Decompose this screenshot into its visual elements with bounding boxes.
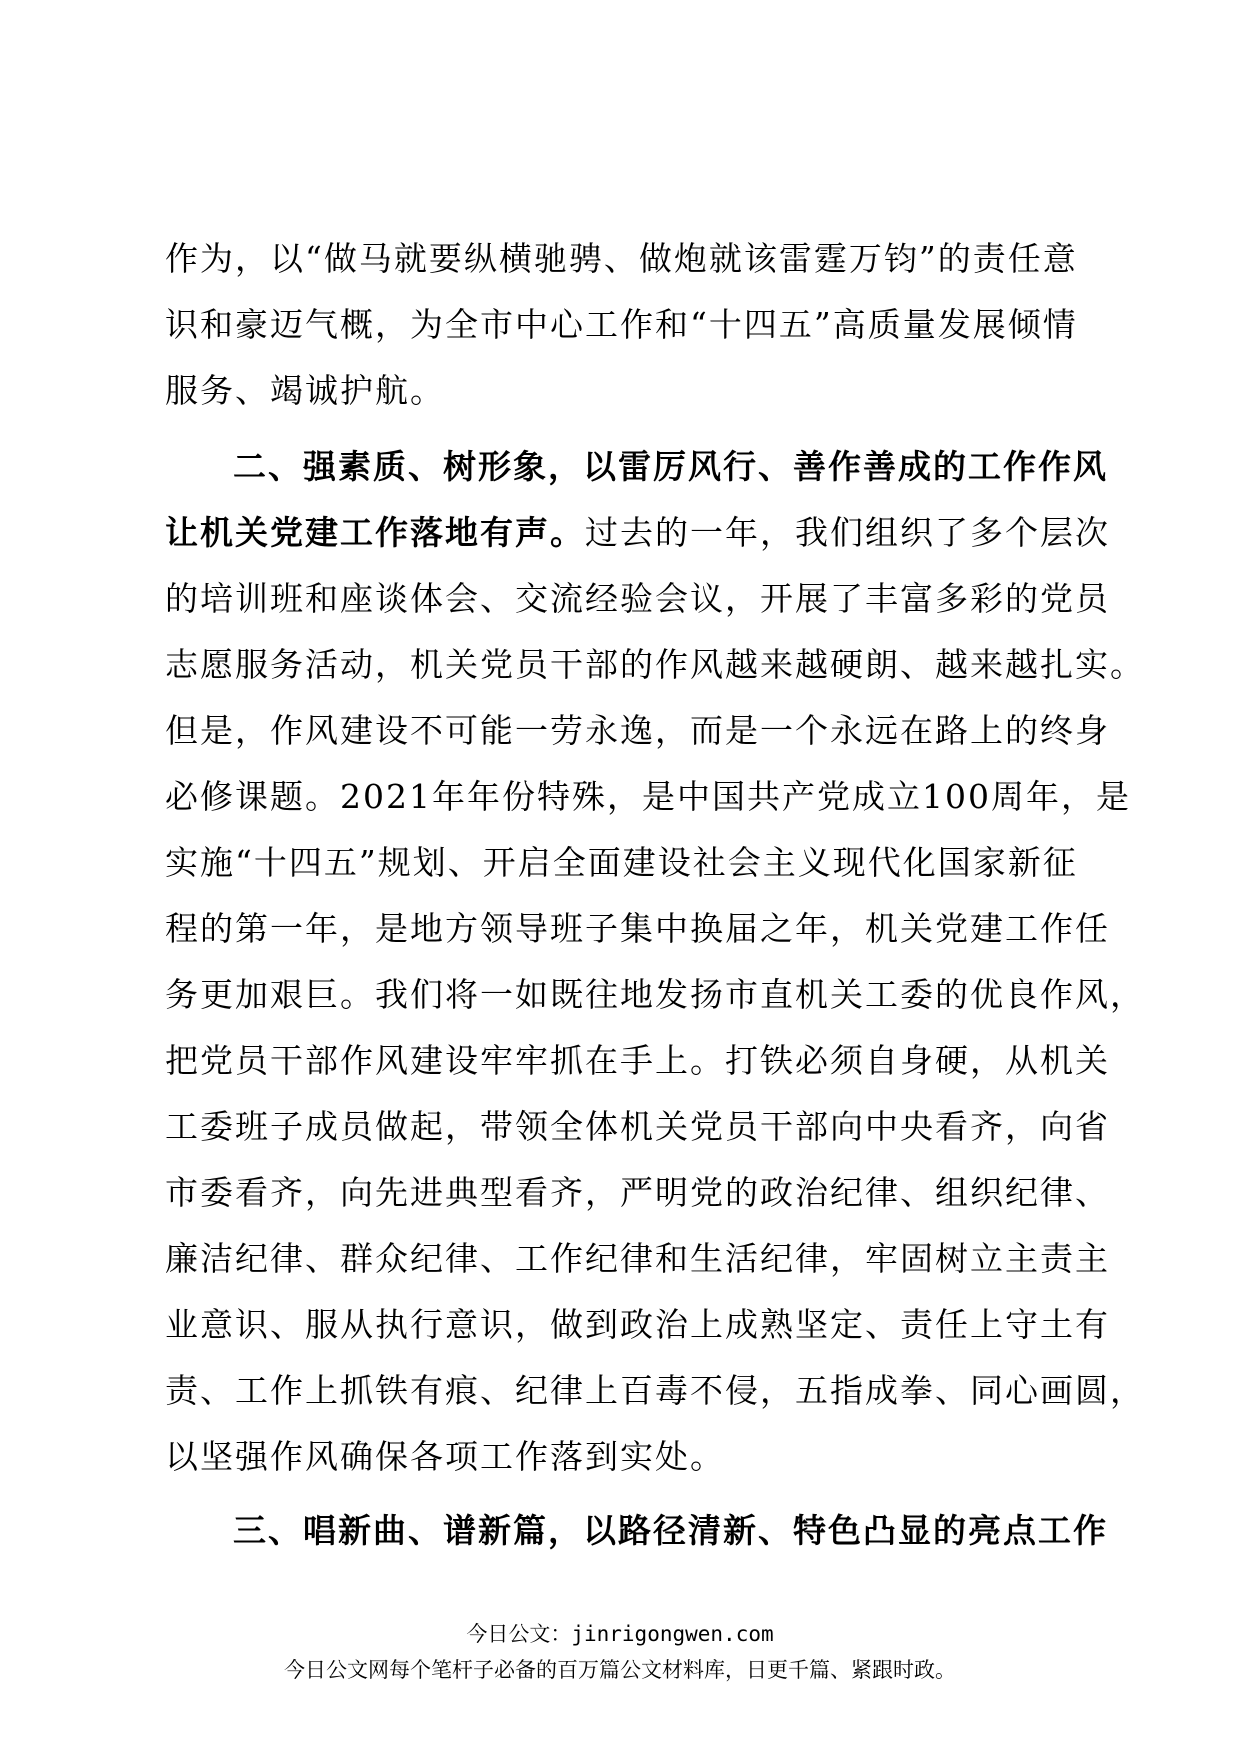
section-2-line-10: 把党员干部作风建设牢牢抓在手上。打铁必须自身硬，从机关 bbox=[165, 1041, 1110, 1080]
document-body bbox=[165, 226, 1145, 1564]
section-2-line-13: 廉洁纪律、群众纪律、工作纪律和生活纪律，牢固树立主责主 bbox=[165, 1239, 1110, 1278]
section-2-line-12: 市委看齐，向先进典型看齐，严明党的政治纪律、组织纪律、 bbox=[165, 1173, 1110, 1212]
section-2-line-11: 工委班子成员做起，带领全体机关党员干部向中央看齐，向省 bbox=[165, 1107, 1110, 1146]
section-2-line-2 bbox=[165, 500, 1110, 566]
section-2-line-4: 志愿服务活动，机关党员干部的作风越来越硬朗、越来越扎实。 bbox=[165, 645, 1145, 684]
section-2-heading: 二、强素质、树形象，以雷厉风行、善作善成的工作作风 bbox=[233, 447, 1108, 486]
section-2-line-8: 程的第一年，是地方领导班子集中换届之年，机关党建工作任 bbox=[165, 909, 1110, 948]
section-2-heading-continued: 让机关党建工作落地有声。 bbox=[165, 513, 585, 552]
footer-site bbox=[0, 1618, 1240, 1648]
footer-slogan: 今日公文网每个笔杆子必备的百万篇公文材料库，日更千篇、紧跟时政。 bbox=[284, 1658, 956, 1682]
footer-site-link[interactable]: jinrigongwen.com bbox=[571, 1622, 774, 1646]
paragraph-1-line-3: 服务、竭诚护航。 bbox=[165, 371, 445, 410]
section-3-heading: 三、唱新曲、谱新篇，以路径清新、特色凸显的亮点工作 bbox=[233, 1511, 1108, 1550]
section-2-line-9: 务更加艰巨。我们将一如既往地发扬市直机关工委的优良作风， bbox=[165, 975, 1145, 1014]
section-2-line-2-text: 过去的一年，我们组织了多个层次 bbox=[585, 513, 1110, 552]
section-2-line-14: 业意识、服从执行意识，做到政治上成熟坚定、责任上守土有 bbox=[165, 1305, 1110, 1344]
paragraph-1-line-2: 识和豪迈气概，为全市中心工作和“十四五”高质量发展倾情 bbox=[165, 305, 1078, 344]
footer-site-label: 今日公文： bbox=[466, 1622, 572, 1646]
section-2-line-7: 实施“十四五”规划、开启全面建设社会主义现代化国家新征 bbox=[165, 843, 1078, 882]
section-2-line-16: 以坚强作风确保各项工作落到实处。 bbox=[165, 1437, 725, 1476]
section-2-line-3: 的培训班和座谈体会、交流经验会议，开展了丰富多彩的党员 bbox=[165, 579, 1110, 618]
paragraph-1-line-1: 作为，以“做马就要纵横驰骋、做炮就该雷霆万钧”的责任意 bbox=[165, 239, 1078, 278]
section-2-line-15: 责、工作上抓铁有痕、纪律上百毒不侵，五指成拳、同心画圆， bbox=[165, 1371, 1145, 1410]
section-2-line-5: 但是，作风建设不可能一劳永逸，而是一个永远在路上的终身 bbox=[165, 711, 1110, 750]
section-2-line-6: 必修课题。2021年年份特殊，是中国共产党成立100周年，是 bbox=[165, 777, 1131, 816]
